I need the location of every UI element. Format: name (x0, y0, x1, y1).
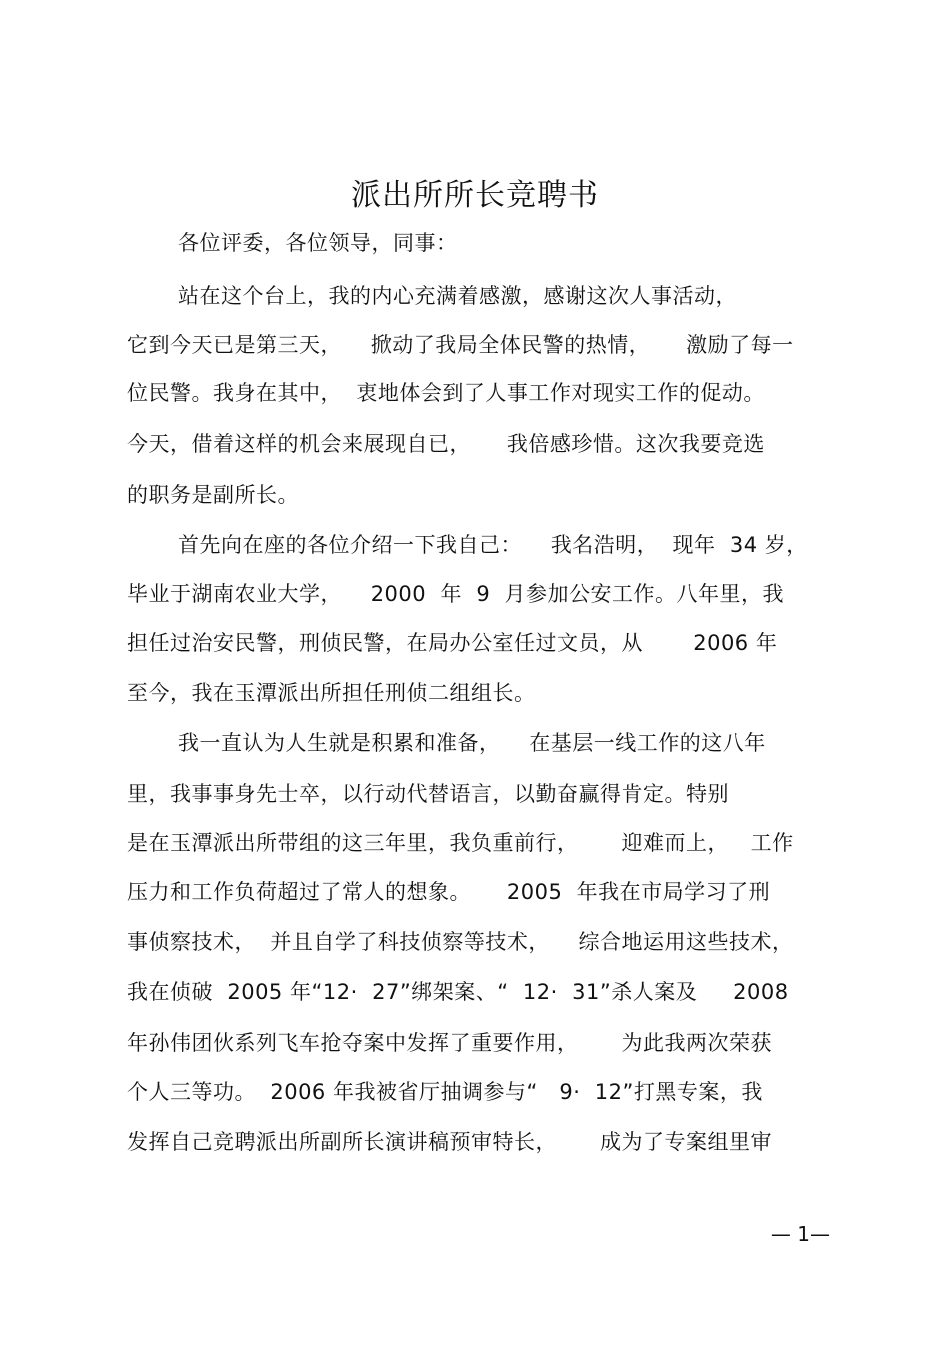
text-line-11: 我一直认为人生就是积累和准备， 在基层一线工作的这八年 (178, 731, 766, 755)
text-line-17: 年孙伟团伙系列飞车抢夺案中发挥了重要作用， 为此我两次荣获 (127, 1031, 773, 1055)
text-line-8: 毕业于湖南农业大学， 2000 年 9 月参加公安工作。八年里，我 (127, 582, 785, 606)
text-line-1: 各位评委，各位领导，同事： (178, 231, 458, 255)
text-line-10: 至今，我在玉潭派出所担任刑侦二组组长。 (127, 681, 536, 705)
text-line-13: 是在玉潭派出所带组的这三年里，我负重前行， 迎难而上， 工作 (127, 831, 794, 855)
text-line-9: 担任过治安民警，刑侦民警，在局办公室任过文员，从 2006 年 (127, 631, 778, 655)
text-line-15: 事侦察技术， 并且自学了科技侦察等技术， 综合地运用这些技术， (127, 930, 794, 954)
page-number: — 1— (770, 1222, 830, 1246)
text-line-16: 我在侦破 2005 年“12· 27”绑架案、“ 12· 31”杀人案及 2008 (127, 980, 789, 1004)
text-line-14: 压力和工作负荷超过了常人的想象。 2005 年我在市局学习了刑 (127, 880, 771, 904)
text-line-2: 站在这个台上，我的内心充满着感激，感谢这次人事活动， (178, 284, 737, 308)
text-line-6: 的职务是副所长。 (127, 483, 299, 507)
text-line-3: 它到今天已是第三天， 掀动了我局全体民警的热情， 激励了每一 (127, 333, 794, 357)
text-line-5: 今天，借着这样的机会来展现自已， 我倍感珍惜。这次我要竞选 (127, 432, 765, 456)
text-line-12: 里，我事事身先士卒，以行动代替语言，以勤奋赢得肯定。特别 (127, 782, 729, 806)
text-line-19: 发挥自己竞聘派出所副所长演讲稿预审特长， 成为了专案组里审 (127, 1130, 773, 1154)
text-line-4: 位民警。我身在其中， 衷地体会到了人事工作对现实工作的促动。 (127, 381, 765, 405)
text-line-18: 个人三等功。 2006 年我被省厅抽调参与“ 9· 12”打黑专案，我 (127, 1080, 763, 1104)
text-line-7: 首先向在座的各位介绍一下我自己： 我名浩明， 现年 34 岁， (178, 533, 808, 557)
document-title: 派出所所长竞聘书 (351, 178, 599, 213)
